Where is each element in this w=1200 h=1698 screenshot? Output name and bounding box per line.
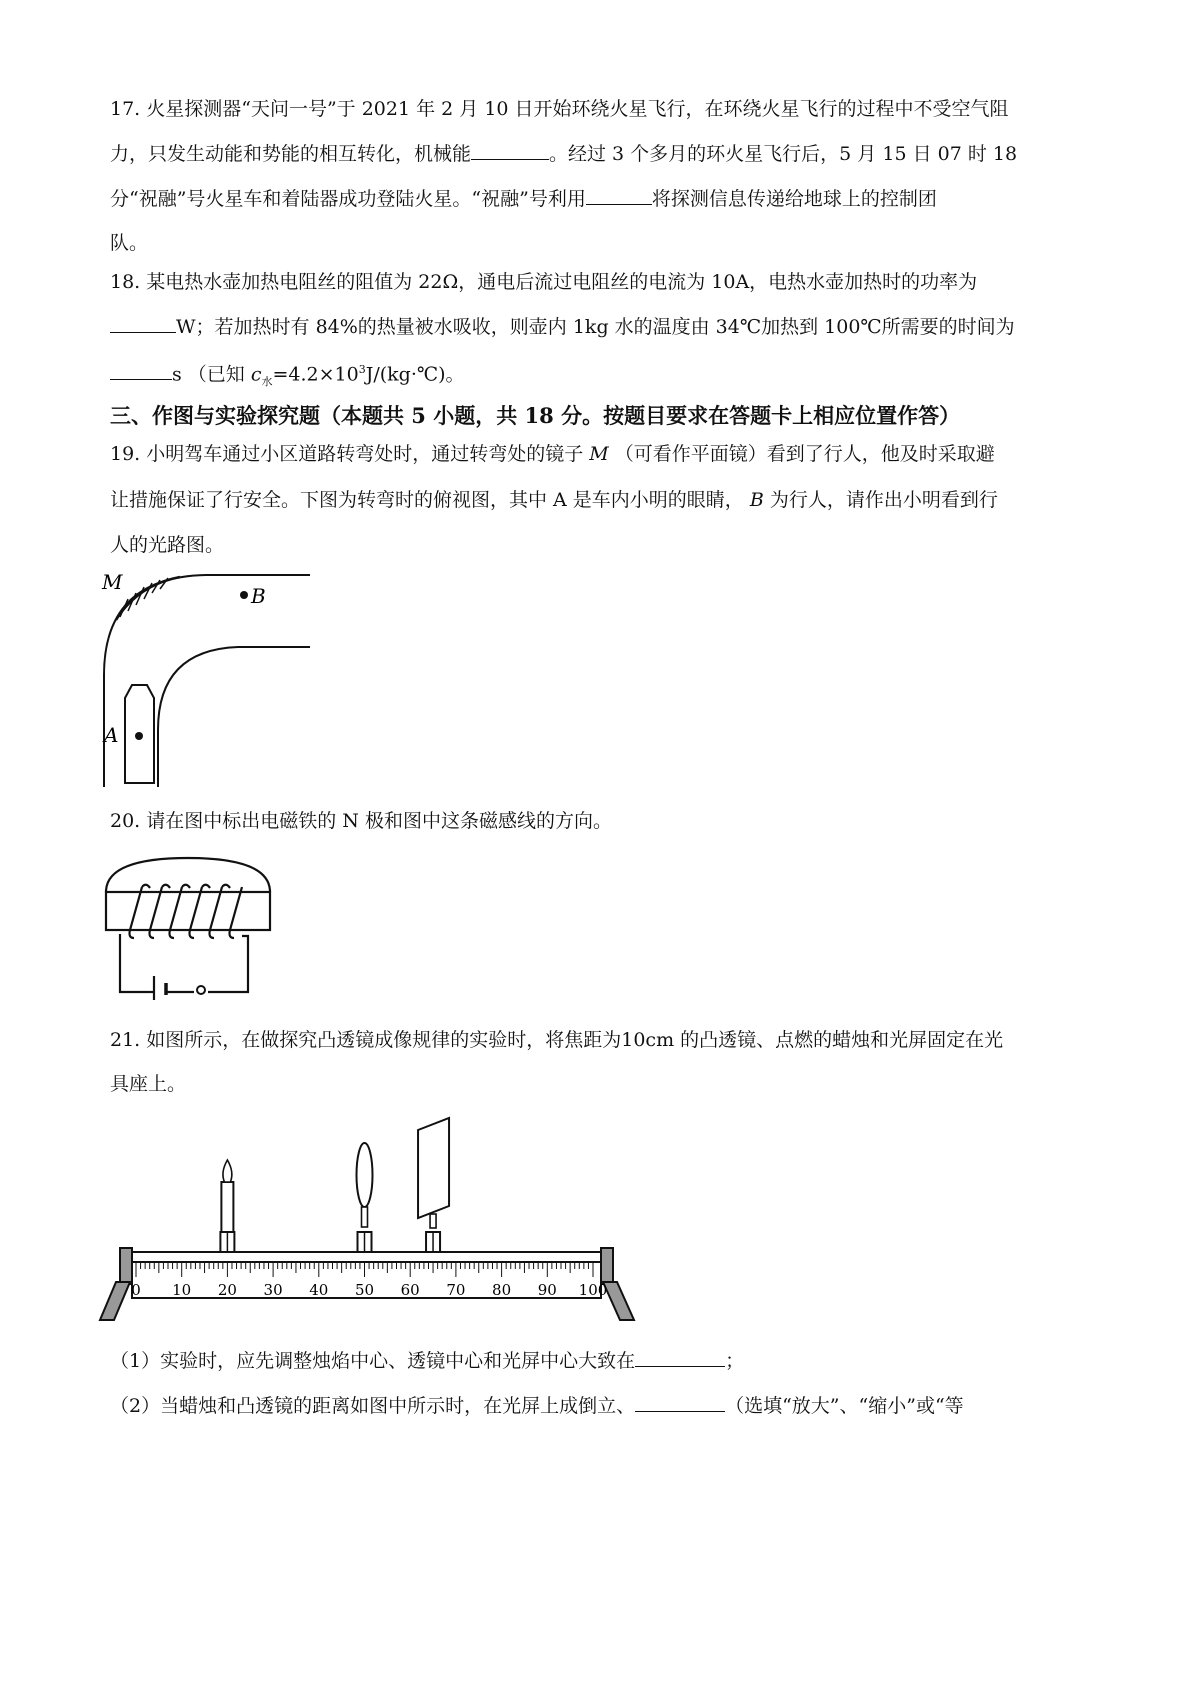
q21-answer-blank-2[interactable] — [635, 1393, 725, 1412]
left-end-block — [120, 1248, 132, 1284]
optical-bench-diagram — [96, 1110, 656, 1330]
q18-text: s （已知 — [172, 363, 251, 386]
q21-line-1: 21. 如图所示，在做探究凸透镜成像规律的实验时，将焦距为10cm 的凸透镜、点燃的蜡烛和光屏固定在光 — [110, 1029, 1004, 1051]
q21-line-2: 具座上。 — [110, 1073, 187, 1095]
q19-text: 19. 小明驾车通过小区道路转弯处时，通过转弯处的镜子 — [110, 443, 590, 465]
q17-line-3 — [110, 186, 937, 212]
q17-text: 将探测信息传递给地球上的控制团 — [651, 188, 937, 210]
wire-left — [120, 934, 148, 992]
q19-line-3: 人的光路图。 — [110, 534, 225, 556]
q21-sub-1 — [110, 1348, 744, 1374]
q17-line-2 — [110, 141, 1017, 167]
q17-answer-blank-1[interactable] — [471, 141, 549, 160]
scale-label: 10 — [172, 1281, 192, 1299]
right-leg — [603, 1282, 634, 1320]
q17-line-1: 17. 火星探测器“天问一号”于 2021 年 2 月 10 日开始环绕火星飞行，在环绕火星飞行的过程中不受空气阻 — [110, 98, 1009, 120]
q21-sub2-end: （选填“放大”、“缩小”或“等 — [725, 1395, 964, 1417]
section-3-heading: 三、作图与实验探究题（本题共 5 小题，共 18 分。按题目要求在答题卡上相应位置作答） — [110, 403, 961, 428]
q19-line-1 — [110, 441, 995, 467]
q19-line-2 — [110, 487, 998, 513]
q19-text: 为行人，请作出小明看到行 — [763, 489, 998, 511]
q17-text: 力，只发生动能和势能的相互转化，机械能 — [110, 143, 472, 165]
right-end-block — [601, 1248, 613, 1284]
q21-sub-2 — [110, 1393, 964, 1419]
mirror-label: M — [102, 570, 123, 594]
pedestrian-symbol: B — [749, 489, 764, 511]
q18-text: =4.2×10 — [272, 363, 359, 386]
scale-label: 60 — [400, 1281, 420, 1299]
q19-text: （可看作平面镜）看到了行人，他及时采取避 — [608, 443, 995, 465]
q18-line-2 — [110, 314, 1015, 340]
switch-icon — [197, 986, 205, 994]
left-leg — [100, 1282, 130, 1320]
wire-right — [208, 936, 248, 992]
q17-answer-blank-2[interactable] — [586, 186, 652, 205]
scale-label: 70 — [446, 1281, 466, 1299]
q17-line-4: 队。 — [110, 232, 149, 254]
q20-line-1: 20. 请在图中标出电磁铁的 N 极和图中这条磁感线的方向。 — [110, 810, 612, 832]
eye-label: A — [104, 723, 119, 747]
q18-line-1: 18. 某电热水壶加热电阻丝的阻值为 22Ω，通电后流过电阻丝的电流为 10A，电热水壶加热时的功率为 — [110, 271, 978, 293]
electromagnet-diagram — [98, 852, 288, 1002]
scale-label: 50 — [354, 1281, 375, 1299]
q17-text: 。经过 3 个多月的环火星飞行后，5 月 15 日 07 时 18 — [549, 143, 1018, 165]
scale-label: 40 — [309, 1281, 329, 1299]
q21-answer-blank-1[interactable] — [635, 1348, 725, 1367]
scale-label: 100 — [578, 1281, 608, 1299]
q18-text: W；若加热时有 84%的热量被水吸收，则壶内 1kg 水的温度由 34℃加热到 100℃所需要的时间为 — [176, 316, 1015, 338]
q18-line-3 — [110, 357, 465, 395]
q18-answer-blank-1[interactable] — [110, 314, 176, 333]
q21-sub1-end: ； — [725, 1350, 745, 1372]
bench-rail-top — [132, 1252, 601, 1262]
mirror-symbol: M — [589, 443, 609, 465]
candle — [221, 1160, 233, 1232]
q18-text: J/(kg·℃)。 — [365, 363, 465, 386]
q21-sub2-text: （2）当蜡烛和凸透镜的距离如图中所示时，在光屏上成倒立、 — [110, 1395, 636, 1417]
pedestrian-label: B — [251, 584, 266, 608]
candle-flame — [223, 1160, 232, 1182]
pedestrian-dot — [240, 591, 248, 599]
scale-label: 90 — [537, 1281, 557, 1299]
scale-label: 0 — [131, 1281, 141, 1299]
q18-answer-blank-2[interactable] — [110, 361, 172, 380]
q19-road-diagram — [98, 565, 318, 790]
light-screen — [418, 1118, 449, 1228]
scale-label: 30 — [263, 1281, 283, 1299]
scale-label: 20 — [217, 1281, 237, 1299]
exponent: 3 — [358, 363, 366, 376]
scale-label: 80 — [492, 1281, 512, 1299]
eye-dot — [135, 732, 143, 740]
q21-sub1-text: （1）实验时，应先调整烛焰中心、透镜中心和光屏中心大致在 — [110, 1350, 636, 1372]
convex-lens — [357, 1143, 373, 1227]
specific-heat-symbol: c — [250, 363, 262, 386]
q19-text: 让措施保证了行安全。下图为转弯时的俯视图，其中 A 是车内小明的眼睛， — [110, 489, 750, 511]
specific-heat-subscript: 水 — [261, 375, 273, 389]
q17-text: 分“祝融”号火星车和着陆器成功登陆火星。“祝融”号利用 — [110, 188, 586, 210]
